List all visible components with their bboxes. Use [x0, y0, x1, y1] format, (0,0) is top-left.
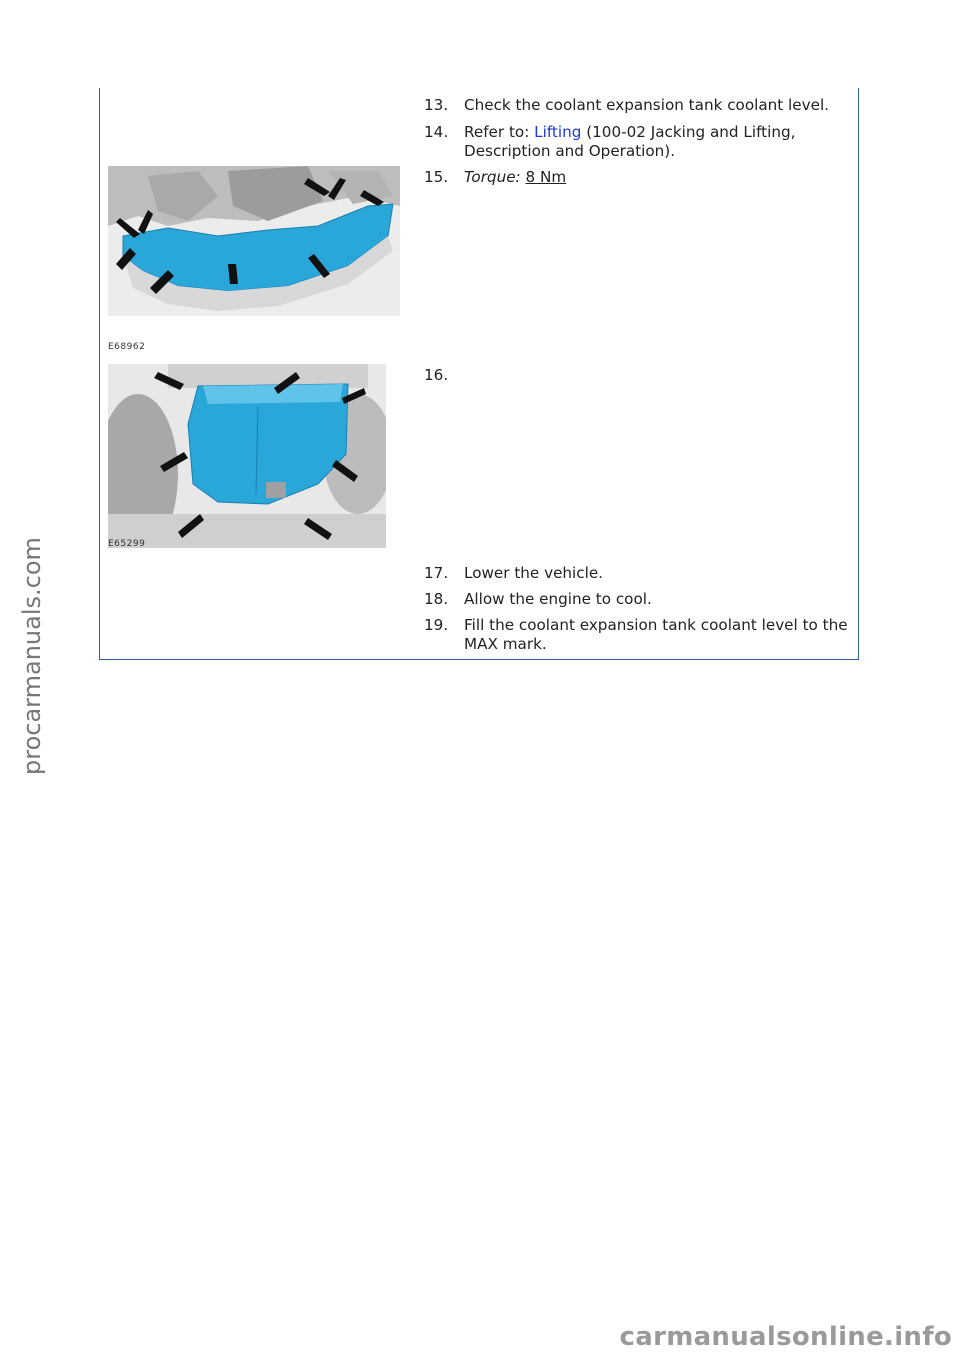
undershield-illustration — [108, 364, 386, 548]
step-number: 14. — [424, 123, 449, 141]
lifting-link[interactable]: Lifting — [534, 123, 582, 141]
figure-code: E68962 — [108, 342, 146, 352]
figure-code: E65299 — [108, 539, 146, 549]
torque-value[interactable]: 8 Nm — [525, 168, 567, 186]
figure-front-undertray — [108, 166, 400, 352]
step-number: 15. — [424, 168, 449, 186]
figure-engine-undershield — [108, 364, 386, 552]
step-prefix: Refer to: — [464, 123, 535, 141]
step-number: 13. — [424, 96, 449, 114]
step-text: Allow the engine to cool. — [464, 590, 652, 608]
step-number: 18. — [424, 590, 449, 608]
step-text: Lower the vehicle. — [464, 564, 603, 582]
undertray-illustration — [108, 166, 400, 316]
torque-spec — [464, 168, 854, 187]
step-text — [464, 123, 854, 161]
step-suffix: (100-02 Jacking and Lifting, Description and Operation). — [464, 123, 796, 160]
torque-label: Torque: — [464, 168, 521, 186]
step-number: 16. — [424, 366, 449, 384]
side-watermark: procarmanuals.com — [18, 537, 46, 775]
footer-watermark: carmanualsonline.info — [619, 1322, 952, 1352]
step-text: Fill the coolant expansion tank coolant level to the MAX mark. — [464, 616, 848, 653]
step-number: 17. — [424, 564, 449, 582]
step-text: Check the coolant expansion tank coolant level. — [464, 96, 830, 114]
step-number: 19. — [424, 616, 449, 634]
